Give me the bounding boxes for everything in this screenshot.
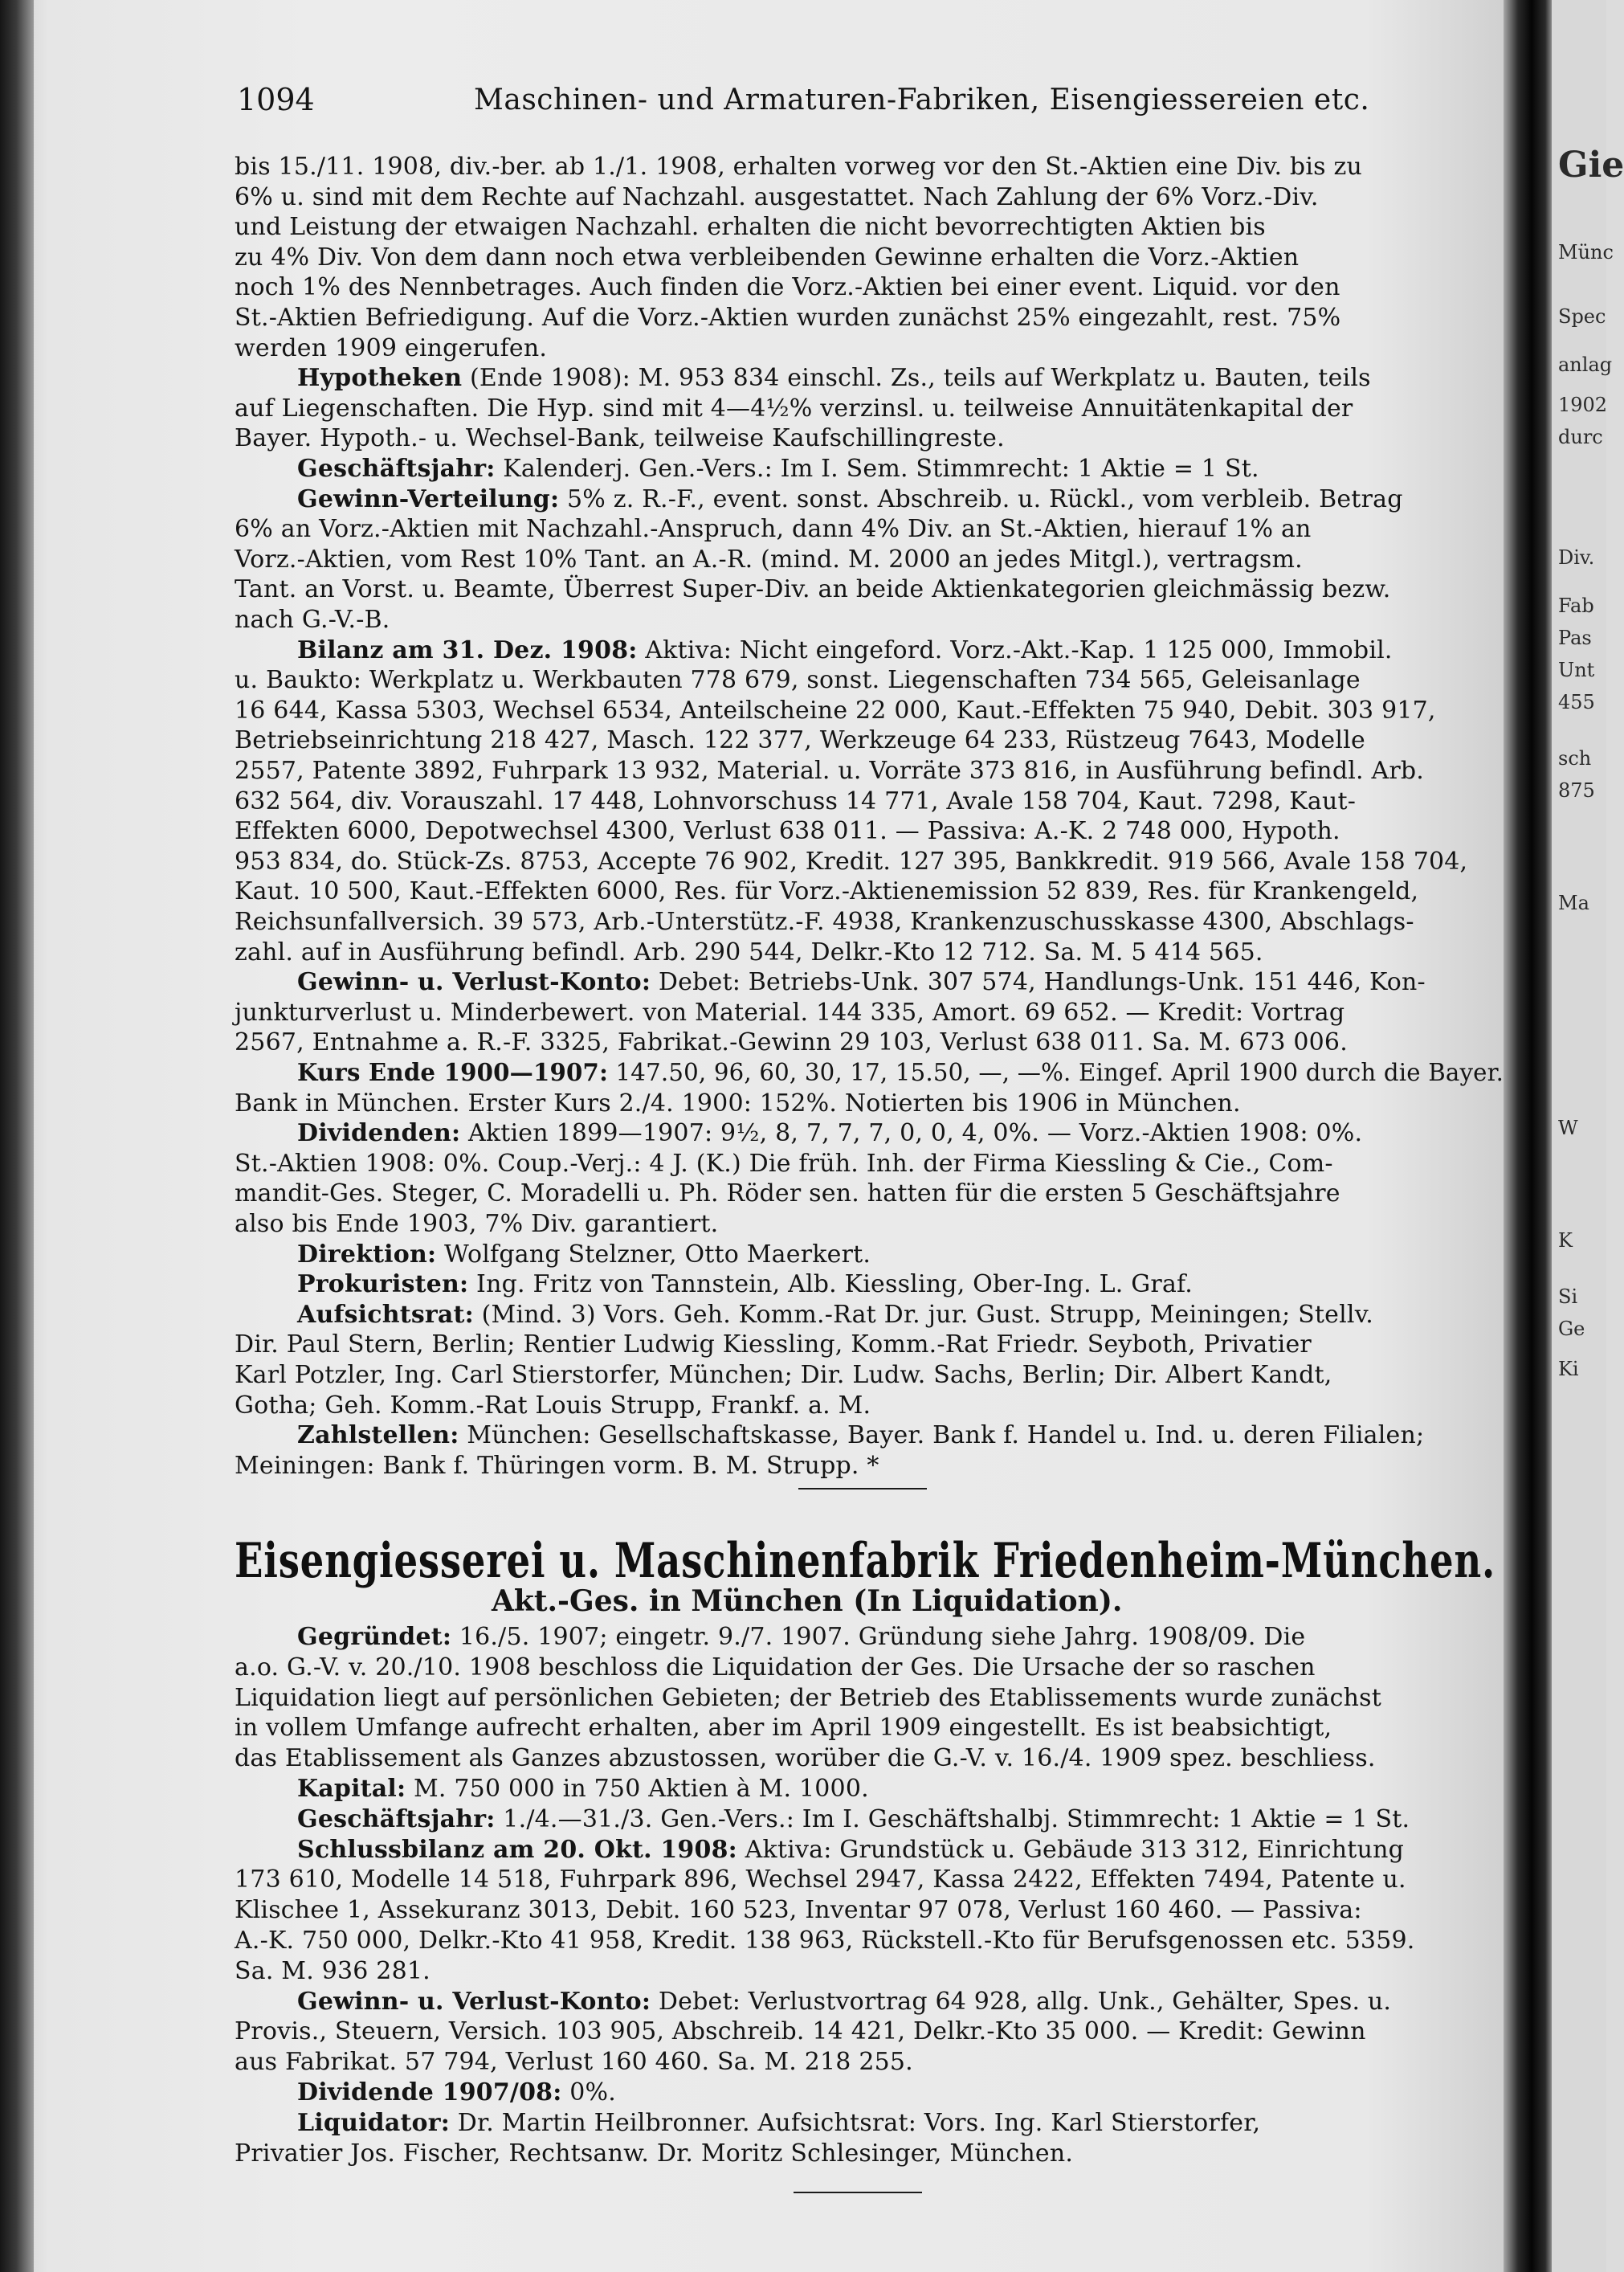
section1-line xyxy=(297,1270,1193,1299)
entry-text: Bayer. Hypoth.- u. Wechsel-Bank, teilweise Kaufschillingreste. xyxy=(235,424,1005,453)
adjacent-page-text: Si xyxy=(1558,1285,1578,1308)
section1-line xyxy=(235,666,1361,695)
section1-line xyxy=(297,636,1393,665)
entry-text: nach G.-V.-B. xyxy=(235,606,390,634)
section2-line xyxy=(235,1653,1316,1682)
section1-line xyxy=(235,938,1263,967)
section1-line xyxy=(235,183,1319,212)
entry-text: a.o. G.-V. v. 20./10. 1908 beschloss die Liquidation der Ges. Die Ursache der so raschen xyxy=(235,1653,1316,1682)
section1-line xyxy=(297,1421,1424,1450)
entry-label: Hypotheken xyxy=(297,364,463,393)
section1-line xyxy=(235,787,1356,816)
section2-line xyxy=(235,1865,1406,1894)
entry-text: Tant. an Vorst. u. Beamte, Überrest Super-Div. an beide Aktienkategorien gleichmässig bezw. xyxy=(235,575,1391,604)
section1-line xyxy=(235,1028,1348,1057)
entry-text: bis 15./11. 1908, div.-ber. ab 1./1. 1908, erhalten vorweg vor den St.-Aktien eine Div. bis zu xyxy=(235,153,1362,181)
section1-line xyxy=(235,546,1303,574)
entry-text: Sa. M. 936 281. xyxy=(235,1956,430,1985)
section1-line xyxy=(235,999,1344,1028)
scan-left-edge xyxy=(0,0,34,2272)
entry-label: Direktion: xyxy=(297,1240,437,1269)
adjacent-page-text: sch xyxy=(1558,747,1592,770)
entry-text: Debet: Betriebs-Unk. 307 574, Handlungs-Unk. 151 446, Kon- xyxy=(651,968,1426,997)
section1-line xyxy=(235,304,1340,333)
section1-line xyxy=(297,485,1403,514)
section1-line xyxy=(235,726,1365,755)
section2-line xyxy=(297,1775,869,1804)
entry-label: Zahlstellen: xyxy=(297,1421,459,1450)
entry-label: Geschäftsjahr: xyxy=(297,455,496,483)
entry-text: das Etablissement als Ganzes abzustossen, worüber die G.-V. v. 16./4. 1909 spez. beschliess. xyxy=(235,1744,1376,1773)
entry-text: Liquidation liegt auf persönlichen Gebieten; der Betrieb des Etablissements wurde zunächst xyxy=(235,1683,1381,1712)
entry-text: (Mind. 3) Vors. Geh. Komm.-Rat Dr. jur. Gust. Strupp, Meiningen; Stellv. xyxy=(473,1300,1374,1329)
section1-line xyxy=(235,334,547,363)
entry-text: 953 834, do. Stück-Zs. 8753, Accepte 76 902, Kredit. 127 395, Bankkredit. 919 566, Avale 158 704, xyxy=(235,847,1468,876)
adjacent-page-text: 875 xyxy=(1558,779,1595,802)
section1-line xyxy=(235,606,390,635)
section1-line xyxy=(235,153,1362,182)
entry-text: zahl. auf in Ausführung befindl. Arb. 290 544, Delkr.-Kto 12 712. Sa. M. 5 414 565. xyxy=(235,938,1263,966)
section2-line xyxy=(235,1684,1381,1713)
entry-label: Dividende 1907/08: xyxy=(297,2078,562,2107)
entry-text: zu 4% Div. Von dem dann noch etwa verbleibenden Gewinne erhalten die Vorz.-Aktien xyxy=(235,243,1300,272)
section1-line xyxy=(235,848,1467,877)
adjacent-page-text: 455 xyxy=(1558,691,1595,713)
section2-line xyxy=(235,2017,1366,2046)
entry-text: München: Gesellschaftskasse, Bayer. Bank f. Handel u. Ind. u. deren Filialen; xyxy=(459,1421,1425,1450)
section1-line xyxy=(297,455,1259,484)
section2-line xyxy=(235,1896,1362,1925)
page-number: 1094 xyxy=(237,82,315,117)
section1-line xyxy=(235,1089,1241,1118)
entry-label: Prokuristen: xyxy=(297,1270,469,1299)
section1-line xyxy=(235,515,1312,544)
adjacent-page-text: Gie xyxy=(1558,145,1624,186)
adjacent-page-text: 1902 xyxy=(1558,394,1608,416)
entry-text: Ing. Fritz von Tannstein, Alb. Kiessling, Ober-Ing. L. Graf. xyxy=(468,1270,1194,1299)
section1-line xyxy=(235,394,1353,423)
adjacent-page-text: Ki xyxy=(1558,1358,1579,1380)
section1-line xyxy=(235,1210,718,1239)
section2-line xyxy=(297,1988,1391,2017)
adjacent-page-text: Pas xyxy=(1558,627,1592,649)
entry-text: 6% u. sind mit dem Rechte auf Nachzahl. ausgestattet. Nach Zahlung der 6% Vorz.-Div. xyxy=(235,182,1319,211)
entry-label: Kurs Ende 1900—1907: xyxy=(297,1059,609,1087)
entry-text: in vollem Umfange aufrecht erhalten, aber im April 1909 eingestellt. Es ist beabsichtigt, xyxy=(235,1714,1332,1743)
entry-text: Bank in München. Erster Kurs 2./4. 1900: 152%. Notierten bis 1906 in München. xyxy=(235,1089,1241,1118)
entry-label: Kapital: xyxy=(297,1775,406,1803)
section1-line xyxy=(235,1150,1333,1179)
adjacent-page-text: W xyxy=(1558,1117,1578,1139)
adjacent-page-text: K xyxy=(1558,1229,1573,1252)
entry-text: aus Fabrikat. 57 794, Verlust 160 460. Sa. M. 218 255. xyxy=(235,2048,913,2077)
entry-text: Aktiva: Grundstück u. Gebäude 313 312, Einrichtung xyxy=(737,1835,1405,1864)
section1-line xyxy=(297,1301,1373,1330)
section1-line xyxy=(235,243,1299,272)
entry-text: Privatier Jos. Fischer, Rechtsanw. Dr. Moritz Schlesinger, München. xyxy=(235,2139,1074,2168)
adjacent-page-text: Unt xyxy=(1558,659,1595,681)
section1-line xyxy=(235,575,1390,604)
entry-label: Gewinn- u. Verlust-Konto: xyxy=(297,968,651,997)
section1-line xyxy=(235,273,1340,302)
entry-text: 2557, Patente 3892, Fuhrpark 13 932, Material. u. Vorräte 373 816, in Ausführung befindl. Arb. xyxy=(235,757,1425,785)
entry-text: noch 1% des Nennbetrages. Auch finden die Vorz.-Aktien bei einer event. Liquid. vor den xyxy=(235,273,1340,302)
entry-text: 0%. xyxy=(561,2078,616,2107)
section1-line xyxy=(235,424,1005,453)
adjacent-page-text: Münc xyxy=(1558,241,1614,264)
entry-text: auf Liegenschaften. Die Hyp. sind mit 4—4½% verzinsl. u. teilweise Annuitätenkapital der xyxy=(235,394,1353,423)
adjacent-page-text: Fab xyxy=(1558,595,1594,617)
entry-text: Dr. Martin Heilbronner. Aufsichtsrat: Vors. Ing. Karl Stierstorfer, xyxy=(450,2108,1261,2137)
entry-text: 173 610, Modelle 14 518, Fuhrpark 896, Wechsel 2947, Kassa 2422, Effekten 7494, Patente u. xyxy=(235,1865,1406,1894)
entry-text: Meiningen: Bank f. Thüringen vorm. B. M. Strupp. * xyxy=(235,1451,879,1480)
section1-line xyxy=(235,1391,871,1420)
section1-line xyxy=(235,877,1418,906)
entry-text: Dir. Paul Stern, Berlin; Rentier Ludwig Kiessling, Komm.-Rat Friedr. Seyboth, Privatier xyxy=(235,1330,1312,1359)
section-divider-rule xyxy=(798,1488,927,1489)
entry-text: Betriebseinrichtung 218 427, Masch. 122 377, Werkzeuge 64 233, Rüstzeug 7643, Modelle xyxy=(235,726,1365,755)
entry-text: junkturverlust u. Minderbewert. von Material. 144 335, Amort. 69 652. — Kredit: Vortrag xyxy=(235,998,1345,1027)
section2-line xyxy=(297,1805,1410,1834)
entry-text: A.-K. 750 000, Delkr.-Kto 41 958, Kredit. 138 963, Rückstell.-Kto für Berufsgenossen etc. 5359. xyxy=(235,1927,1415,1955)
entry-label: Liquidator: xyxy=(297,2108,451,2137)
book-gutter xyxy=(1504,0,1552,2272)
running-head: Maschinen- und Armaturen-Fabriken, Eisengiessereien etc. xyxy=(474,84,1370,116)
entry-text: Karl Potzler, Ing. Carl Stierstorfer, München; Dir. Ludw. Sachs, Berlin; Dir. Albert Kandt, xyxy=(235,1361,1332,1389)
section1-line xyxy=(235,697,1436,725)
entry-text: 1./4.—31./3. Gen.-Vers.: Im I. Geschäftshalbj. Stimmrecht: 1 Aktie = 1 St. xyxy=(495,1804,1410,1833)
entry-text: Reichsunfallversich. 39 573, Arb.-Unterstütz.-F. 4938, Krankenzuschusskasse 4300, Abschlags- xyxy=(235,908,1414,936)
entry-text: also bis Ende 1903, 7% Div. garantiert. xyxy=(235,1210,719,1238)
entry-text: Provis., Steuern, Versich. 103 905, Abschreib. 14 421, Delkr.-Kto 35 000. — Kredit: Gewinn xyxy=(235,2017,1366,2046)
entry-text: M. 750 000 in 750 Aktien à M. 1000. xyxy=(406,1775,869,1803)
section2-line xyxy=(235,2139,1073,2168)
section2-line xyxy=(235,1957,430,1986)
adjacent-page-text: Spec xyxy=(1558,305,1606,328)
section2-line xyxy=(297,2109,1260,2138)
entry-text: Debet: Verlustvortrag 64 928, allg. Unk., Gehälter, Spes. u. xyxy=(651,1987,1392,2016)
adjacent-page-text: Ma xyxy=(1558,892,1589,914)
company-subtitle: Akt.-Ges. in München (In Liquidation). xyxy=(492,1584,1123,1618)
section2-line xyxy=(235,2048,913,2077)
entry-text: 6% an Vorz.-Aktien mit Nachzahl.-Anspruch, dann 4% Div. an St.-Aktien, hierauf 1% an xyxy=(235,515,1312,544)
section2-line xyxy=(297,1836,1404,1865)
section1-line xyxy=(235,1179,1340,1208)
section1-line xyxy=(235,908,1414,937)
adjacent-page-text: durc xyxy=(1558,426,1603,448)
section1-line xyxy=(235,1452,879,1481)
section2-line xyxy=(235,1927,1415,1955)
adjacent-page-text: anlag xyxy=(1558,353,1613,376)
section1-line xyxy=(235,757,1424,786)
entry-text: Klischee 1, Assekuranz 3013, Debit. 160 523, Inventar 97 078, Verlust 160 460. — Passiva: xyxy=(235,1896,1362,1925)
entry-label: Gegründet: xyxy=(297,1623,452,1651)
section2-line xyxy=(235,1714,1332,1743)
entry-text: Wolfgang Stelzner, Otto Maerkert. xyxy=(436,1240,871,1269)
entry-text: Aktiva: Nicht eingeford. Vorz.-Akt.-Kap. 1 125 000, Immobil. xyxy=(637,635,1393,664)
entry-label: Aufsichtsrat: xyxy=(297,1300,474,1329)
adjacent-page-text: Ge xyxy=(1558,1318,1585,1340)
section1-line xyxy=(297,1119,1362,1148)
section1-line xyxy=(297,968,1426,997)
entry-text: 2567, Entnahme a. R.-F. 3325, Fabrikat.-Gewinn 29 103, Verlust 638 011. Sa. M. 673 006. xyxy=(235,1028,1348,1057)
entry-text: 16 644, Kassa 5303, Wechsel 6534, Anteilscheine 22 000, Kaut.-Effekten 75 940, Debit. 303 917, xyxy=(235,696,1436,725)
entry-text: (Ende 1908): M. 953 834 einschl. Zs., teils auf Werkplatz u. Bauten, teils xyxy=(462,364,1371,393)
end-divider-rule xyxy=(794,2192,922,2193)
section1-line xyxy=(297,1059,1504,1088)
entry-text: St.-Aktien Befriedigung. Auf die Vorz.-Aktien wurden zunächst 25% eingezahlt, rest. 75% xyxy=(235,304,1341,332)
entry-text: Gotha; Geh. Komm.-Rat Louis Strupp, Frankf. a. M. xyxy=(235,1391,871,1420)
entry-text: werden 1909 eingerufen. xyxy=(235,333,548,362)
section1-line xyxy=(235,1330,1312,1359)
entry-label: Geschäftsjahr: xyxy=(297,1804,496,1833)
entry-text: und Leistung der etwaigen Nachzahl. erhalten die nicht bevorrechtigten Aktien bis xyxy=(235,213,1266,242)
section1-line xyxy=(235,1361,1332,1390)
entry-text: 147.50, 96, 60, 30, 17, 15.50, —, —%. Eingef. April 1900 durch die Bayer. xyxy=(608,1059,1504,1087)
entry-text: mandit-Ges. Steger, C. Moradelli u. Ph. Röder sen. hatten für die ersten 5 Geschäftsjahre xyxy=(235,1179,1340,1208)
entry-text: u. Baukto: Werkplatz u. Werkbauten 778 679, sonst. Liegenschaften 734 565, Geleisanlage xyxy=(235,666,1361,695)
section2-line xyxy=(235,1744,1376,1773)
section2-line xyxy=(297,2078,616,2107)
section1-line xyxy=(297,364,1371,393)
entry-text: Vorz.-Aktien, vom Rest 10% Tant. an A.-R. (mind. M. 2000 an jedes Mitgl.), vertragsm. xyxy=(235,545,1303,574)
entry-text: Aktien 1899—1907: 9½, 8, 7, 7, 7, 0, 0, 4, 0%. — Vorz.-Aktien 1908: 0%. xyxy=(460,1119,1363,1148)
entry-text: 16./5. 1907; eingetr. 9./7. 1907. Gründung siehe Jahrg. 1908/09. Die xyxy=(451,1623,1306,1651)
entry-text: 5% z. R.-F., event. sonst. Abschreib. u. Rückl., vom verbleib. Betrag xyxy=(559,484,1403,513)
entry-text: 632 564, div. Vorauszahl. 17 448, Lohnvorschuss 14 771, Avale 158 704, Kaut. 7298, Kaut- xyxy=(235,787,1357,815)
entry-text: St.-Aktien 1908: 0%. Coup.-Verj.: 4 J. (K.) Die früh. Inh. der Firma Kiessling & Cie., Com- xyxy=(235,1149,1333,1178)
entry-text: Kalenderj. Gen.-Vers.: Im I. Sem. Stimmrecht: 1 Aktie = 1 St. xyxy=(495,455,1259,483)
section1-line xyxy=(297,1240,871,1269)
section1-line xyxy=(235,817,1340,846)
entry-label: Gewinn- u. Verlust-Konto: xyxy=(297,1987,651,2016)
entry-label: Gewinn-Verteilung: xyxy=(297,484,560,513)
entry-text: Kaut. 10 500, Kaut.-Effekten 6000, Res. für Vorz.-Aktienemission 52 839, Res. für Krankengeld, xyxy=(235,877,1419,906)
section1-line xyxy=(235,213,1266,242)
entry-text: Effekten 6000, Depotwechsel 4300, Verlust 638 011. — Passiva: A.-K. 2 748 000, Hypoth. xyxy=(235,817,1340,846)
entry-label: Dividenden: xyxy=(297,1119,461,1148)
entry-label: Bilanz am 31. Dez. 1908: xyxy=(297,635,638,664)
entry-label: Schlussbilanz am 20. Okt. 1908: xyxy=(297,1835,737,1864)
adjacent-page-fragment xyxy=(1552,0,1624,2272)
company-title: Eisengiesserei u. Maschinenfabrik Friedenheim-München. xyxy=(235,1533,1495,1589)
adjacent-page-text: Div. xyxy=(1558,546,1595,569)
section2-line xyxy=(297,1623,1305,1652)
